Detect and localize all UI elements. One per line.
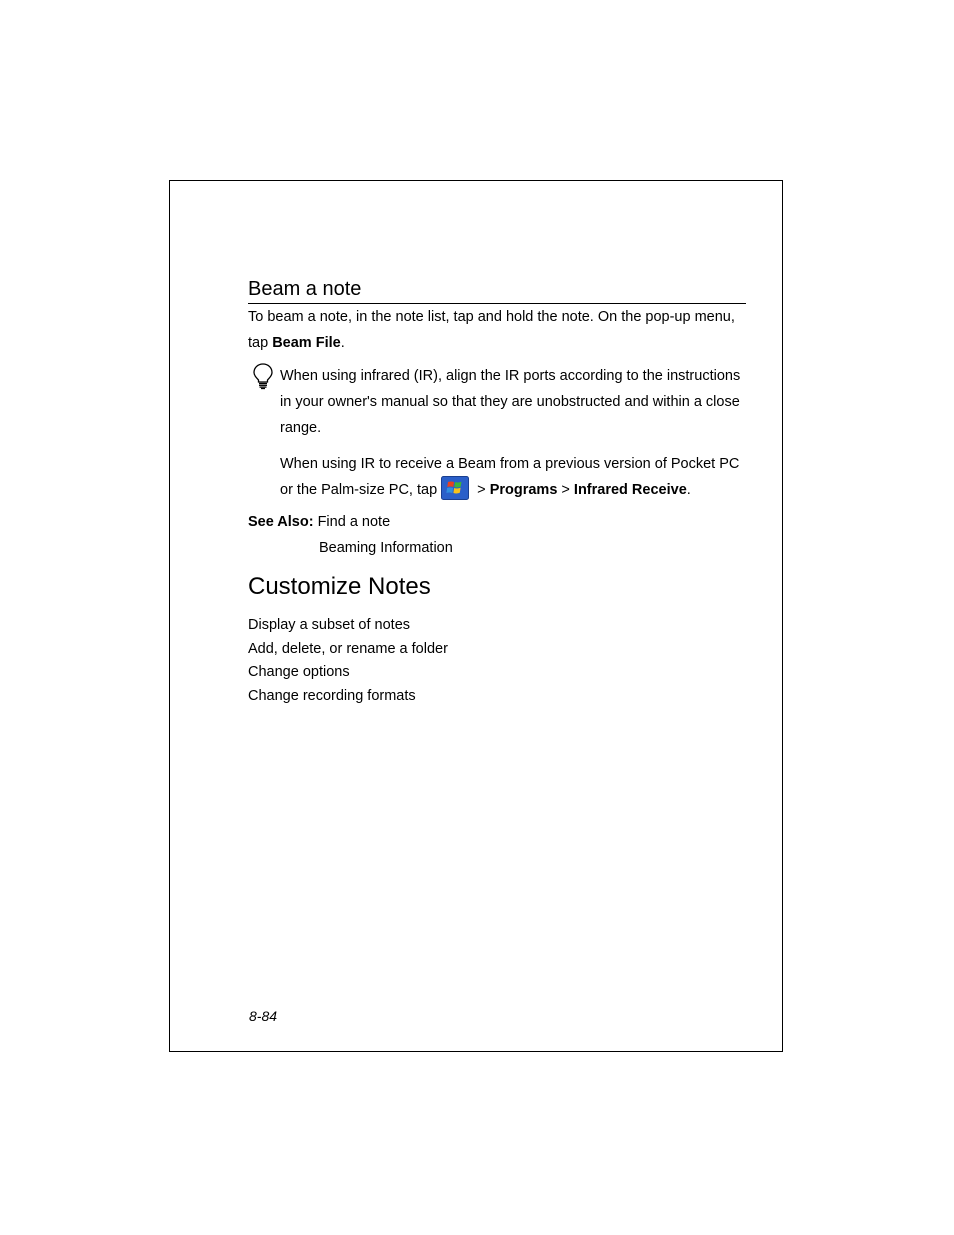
programs-command: Programs bbox=[489, 482, 558, 498]
page-number: 8-84 bbox=[249, 1008, 278, 1024]
intro-paragraph bbox=[248, 304, 748, 356]
section-title: Beam a note bbox=[248, 277, 746, 304]
sep-2: > bbox=[557, 482, 574, 498]
customize-title: Customize Notes bbox=[248, 573, 431, 600]
tip-paragraph-1: When using infrared (IR), align the IR ports according to the instructions in your owner's manual so that they are unobstructed and within a close range. bbox=[280, 368, 741, 436]
windows-start-icon bbox=[441, 476, 469, 500]
tip-paragraph-2 bbox=[280, 451, 748, 503]
infrared-receive-command: Infrared Receive bbox=[573, 482, 687, 498]
tip2-end: . bbox=[686, 482, 691, 498]
beam-file-command: Beam File bbox=[272, 335, 341, 351]
customize-link-list bbox=[248, 614, 448, 708]
link-change-options[interactable]: Change options bbox=[248, 664, 350, 680]
see-also bbox=[248, 509, 728, 535]
see-also-link-beaming-info[interactable]: Beaming Information bbox=[319, 540, 453, 556]
link-recording-formats[interactable]: Change recording formats bbox=[248, 687, 416, 704]
lightbulb-icon bbox=[251, 362, 275, 390]
see-also-second bbox=[319, 535, 719, 561]
tip2-text: When using IR to receive a Beam from a previous version of Pocket PC or the Palm-size PC, tap bbox=[280, 456, 740, 498]
intro-end: . bbox=[340, 335, 345, 351]
intro-text: To beam a note, in the note list, tap and hold the note. On the pop-up menu, tap bbox=[248, 309, 735, 351]
see-also-label: See Also: bbox=[248, 514, 314, 530]
see-also-link-find-note[interactable]: Find a note bbox=[317, 514, 391, 530]
link-folder-management[interactable]: Add, delete, or rename a folder bbox=[248, 640, 448, 657]
sep-1: > bbox=[473, 482, 490, 498]
link-display-subset[interactable]: Display a subset of notes bbox=[248, 617, 411, 633]
